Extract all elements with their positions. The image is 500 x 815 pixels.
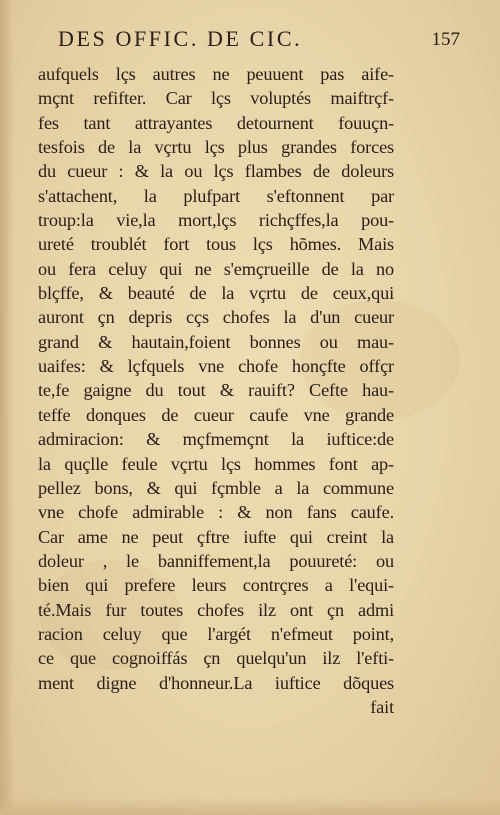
page-number: 157 — [431, 29, 460, 50]
page-edge-shadow — [0, 0, 14, 815]
text-line: bien qui prefere leurs contrçres a l'equi- — [38, 575, 394, 596]
text-line: ou fera celuy qui ne s'emçrueille de la no — [38, 258, 394, 279]
text-line: mçnt refifter. Car lçs voluptés maiftrçf- — [38, 88, 394, 109]
text-line: aufquels lçs autres ne peuuent pas aife- — [38, 64, 394, 84]
text-line: fes tant attrayantes detournent fouuçn- — [38, 112, 394, 133]
page-header — [58, 24, 460, 54]
body-text — [38, 62, 394, 719]
text-line: du cueur : & la ou lçs flambes de doleurs — [38, 161, 394, 182]
catchword: fait — [370, 696, 394, 717]
text-line: la quçlle feule vçrtu lçs hommes font ap- — [38, 453, 394, 474]
running-head: DES OFFIC. DE CIC. — [58, 26, 303, 51]
text-line: grand & hautain,foient bonnes ou mau- — [38, 331, 394, 352]
text-line: te,fe gaigne du tout & rauift? Cefte hau- — [38, 380, 394, 401]
text-line: ce que cognoiffás çn quelqu'un ilz l'efti- — [38, 648, 394, 669]
text-line: vne chofe admirable : & non fans caufe. — [38, 502, 394, 523]
text-line: Car ame ne peut çftre iufte qui creint la — [38, 526, 394, 547]
text-line: auront çn depris cçs chofes la d'un cueur — [38, 307, 394, 328]
text-line: ureté troublét fort tous lçs hõmes. Mais — [38, 234, 394, 255]
text-line: teffe donques de cueur caufe vne grande — [38, 404, 394, 425]
text-line: blçffe, & beauté de la vçrtu de ceux,qui — [38, 283, 394, 304]
text-line: admiracion: & mçfmemçnt la iuftice:de — [38, 429, 394, 450]
text-line: pellez bons, & qui fçmble a la commune — [38, 477, 394, 498]
text-line: s'attachent, la plufpart s'eftonnent par — [38, 185, 394, 206]
text-line: tesfois de la vçrtu lçs plus grandes forces — [38, 137, 394, 158]
text-line: uaifes: & lçfquels vne chofe honçfte offçr — [38, 356, 394, 377]
text-line: ment digne d'honneur.La iuftice dõques — [38, 672, 394, 693]
text-line: troup:la vie,la mort,lçs richçffes,la pou- — [38, 210, 394, 231]
page-bottom-shadow — [0, 797, 500, 815]
text-line: té.Mais fur toutes chofes ilz ont çn admi — [38, 599, 394, 620]
text-line: doleur , le banniffement,la pouureté: ou — [38, 550, 394, 571]
text-line: racion celuy que l'argét n'efmeut point, — [38, 623, 394, 644]
